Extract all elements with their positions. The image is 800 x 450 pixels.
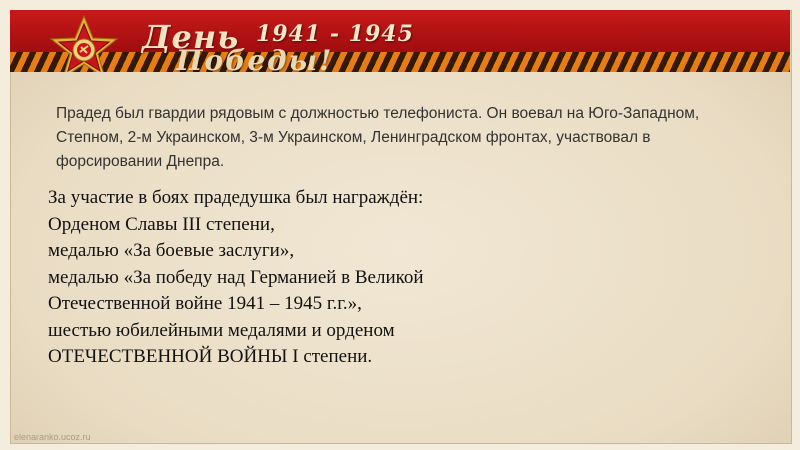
- title-victory: Победы!: [176, 44, 334, 72]
- title-years: 1941 - 1945: [256, 21, 414, 47]
- st-george-ribbon: [10, 52, 790, 72]
- award-line: шестью юбилейными медалями и орденом: [48, 319, 395, 341]
- award-line: медалью «За боевые заслуги»,: [48, 240, 295, 261]
- intro-paragraph: Прадед был гвардии рядовым с должностью телефониста. Он воевал на Юго-Западном, Степном, 2-м Украинском, 3-м Украинском, Ленинградском фронтах, участвовал в форсировании Днепра.: [56, 105, 700, 170]
- title-day: День: [142, 18, 240, 56]
- award-line: ОТЕЧЕСТВЕННОЙ ВОЙНЫ I степени.: [48, 346, 373, 367]
- order-of-patriotic-war-star-icon: [44, 14, 124, 72]
- award-line: Орденом Славы III степени,: [48, 213, 275, 235]
- header-banner: [10, 10, 790, 72]
- footer-watermark: elenaranko.ucoz.ru: [14, 432, 91, 442]
- award-line: медалью «За победу над Германией в Великой: [48, 266, 424, 288]
- award-line: Отечественной войне 1941 – 1945 г.г.»,: [48, 293, 362, 314]
- awards-heading: За участие в боях прадедушка был награждён:: [48, 187, 424, 208]
- awards-list: [48, 185, 608, 371]
